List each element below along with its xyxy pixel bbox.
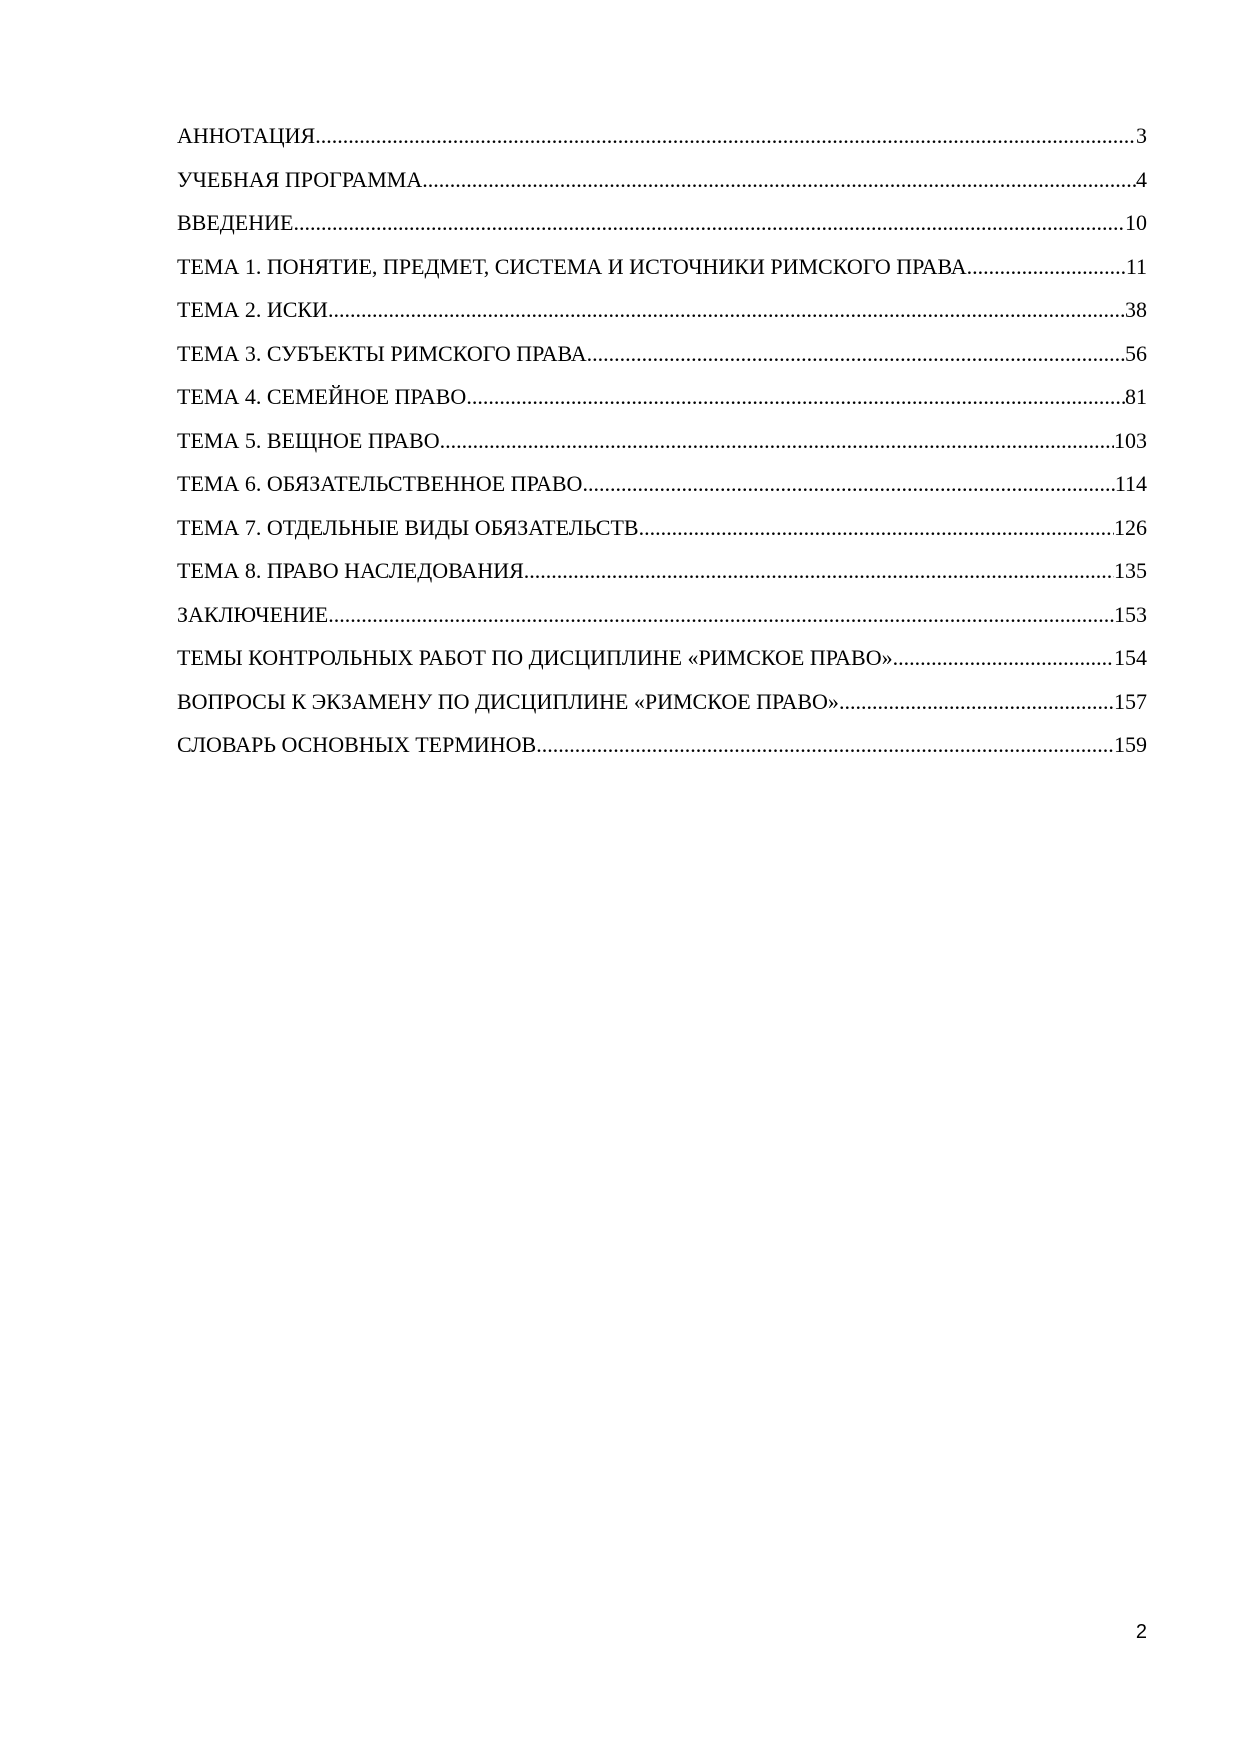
toc-entry-title: ТЕМА 4. СЕМЕЙНОЕ ПРАВО (177, 384, 467, 409)
toc-dot-leader (328, 288, 1125, 332)
toc-entry-title: ТЕМА 5. ВЕЩНОЕ ПРАВО (177, 427, 440, 453)
toc-entry-title: АННОТАЦИЯ (177, 123, 316, 148)
toc-entry-page: 114 (1114, 471, 1147, 496)
toc-dot-leader (440, 419, 1114, 463)
toc-dot-leader (536, 723, 1114, 767)
toc-dot-leader (967, 245, 1126, 289)
toc-entry[interactable] (177, 201, 1147, 245)
toc-dot-leader (466, 375, 1125, 419)
toc-entry[interactable] (177, 506, 1147, 550)
toc-entry-title: ЗАКЛЮЧЕНИЕ (177, 601, 329, 627)
toc-entry-page: 11 (1125, 253, 1147, 279)
toc-entry-title: УЧЕБНАЯ ПРОГРАММА (177, 166, 423, 192)
toc-entry[interactable] (177, 419, 1147, 463)
toc-dot-leader (422, 158, 1136, 202)
toc-entry-page: 103 (1114, 427, 1147, 453)
toc-entry-title: ТЕМА 1. ПОНЯТИЕ, ПРЕДМЕТ, СИСТЕМА И ИСТОЧНИКИ РИМСКОГО ПРАВА (177, 253, 967, 279)
toc-entry-title: ВВЕДЕНИЕ (177, 210, 294, 235)
toc-entry[interactable] (177, 462, 1147, 506)
toc-entry-page: 38 (1125, 297, 1147, 322)
toc-entry[interactable] (177, 593, 1147, 637)
toc-entry-page: 153 (1114, 601, 1147, 627)
toc-entry-title: ТЕМЫ КОНТРОЛЬНЫХ РАБОТ ПО ДИСЦИПЛИНЕ «РИМСКОЕ ПРАВО» (177, 645, 893, 670)
toc-dot-leader (639, 506, 1114, 550)
toc-entry[interactable] (177, 158, 1147, 202)
toc-entry-title: СЛОВАРЬ ОСНОВНЫХ ТЕРМИНОВ (177, 732, 537, 757)
toc-entry-page: 159 (1114, 732, 1147, 757)
toc-entry-title: ТЕМА 7. ОТДЕЛЬНЫЕ ВИДЫ ОБЯЗАТЕЛЬСТВ (177, 514, 639, 540)
toc-entry-title: ТЕМА 2. ИСКИ (177, 297, 328, 322)
page-number: 2 (1135, 1621, 1147, 1643)
toc-dot-leader (524, 549, 1114, 593)
toc-entry-page: 157 (1114, 688, 1147, 714)
toc-entry-page: 126 (1114, 514, 1147, 540)
toc-entry[interactable] (177, 245, 1147, 289)
toc-entry[interactable] (177, 549, 1147, 593)
toc-entry-page: 56 (1125, 340, 1147, 366)
toc-entry[interactable] (177, 636, 1147, 680)
toc-dot-leader (582, 462, 1114, 506)
toc-entry-title: ТЕМА 6. ОБЯЗАТЕЛЬСТВЕННОЕ ПРАВО (177, 471, 583, 496)
toc-entry-page: 3 (1136, 123, 1147, 148)
toc-entry[interactable] (177, 332, 1147, 376)
toc-dot-leader (293, 201, 1125, 245)
toc-entry-page: 10 (1125, 210, 1147, 235)
toc-entry-page: 154 (1114, 645, 1147, 670)
toc-entry-page: 135 (1114, 558, 1147, 583)
toc-entry-title: ТЕМА 3. СУБЪЕКТЫ РИМСКОГО ПРАВА (177, 340, 587, 366)
toc-dot-leader (839, 680, 1114, 724)
toc-entry-page: 81 (1125, 384, 1147, 409)
toc-entry-title: ТЕМА 8. ПРАВО НАСЛЕДОВАНИЯ (177, 558, 524, 583)
toc-dot-leader (893, 636, 1114, 680)
table-of-contents (177, 114, 1147, 767)
toc-entry[interactable] (177, 680, 1147, 724)
toc-entry[interactable] (177, 375, 1147, 419)
toc-entry[interactable] (177, 288, 1147, 332)
toc-dot-leader (328, 593, 1114, 637)
toc-entry-page: 4 (1136, 166, 1147, 192)
toc-entry[interactable] (177, 723, 1147, 767)
toc-dot-leader (587, 332, 1125, 376)
toc-entry-title: ВОПРОСЫ К ЭКЗАМЕНУ ПО ДИСЦИПЛИНЕ «РИМСКОЕ ПРАВО» (177, 688, 839, 714)
toc-dot-leader (315, 114, 1136, 158)
toc-entry[interactable] (177, 114, 1147, 158)
